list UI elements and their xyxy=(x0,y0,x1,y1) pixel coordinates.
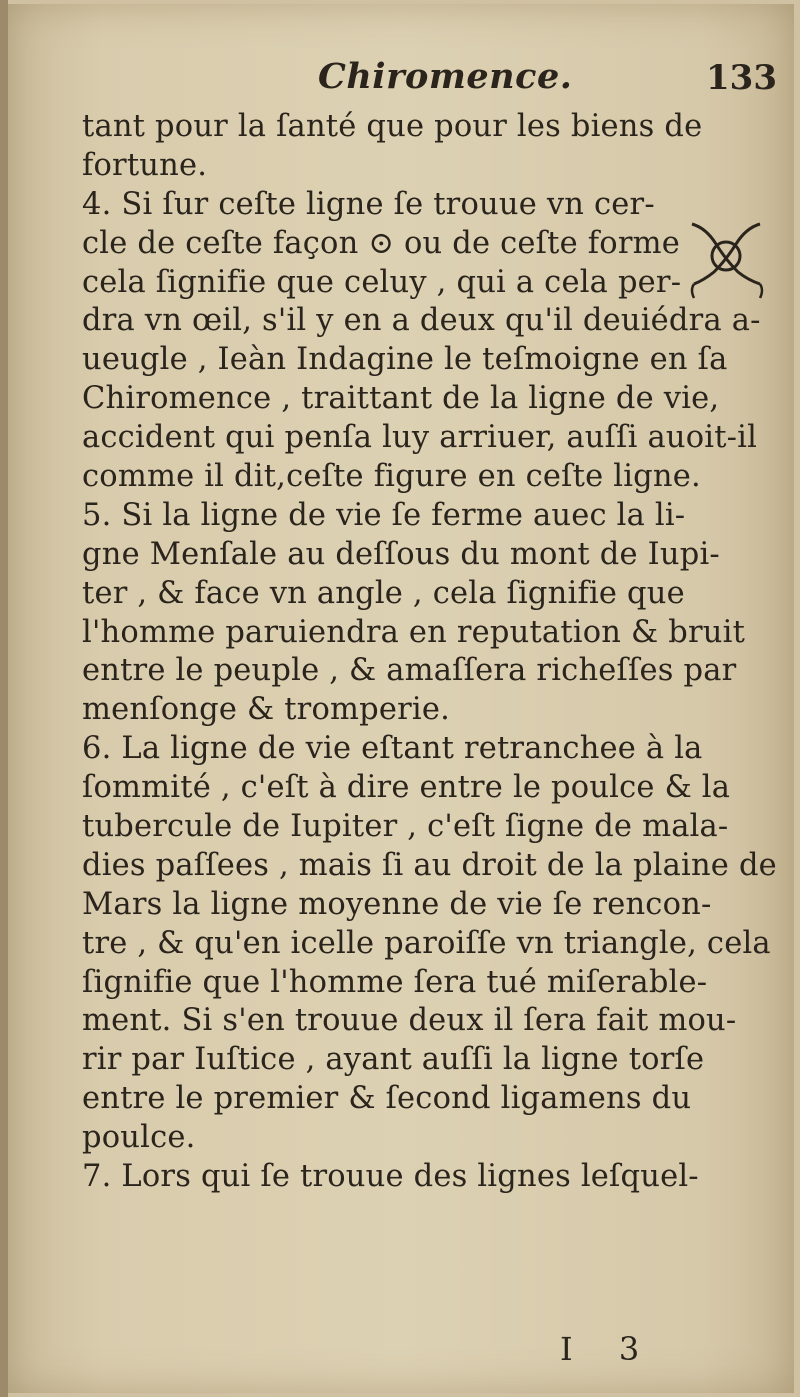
text-line: ſignifie que l'homme ſera tué miſerable- xyxy=(82,964,708,1000)
text-line: 4. Si ſur ceſte ligne ſe trouue vn cer- xyxy=(82,186,655,222)
page-header xyxy=(0,52,800,102)
text-line: Chiromence , traittant de la ligne de vie, xyxy=(82,381,720,417)
text-line: dies paſſees , mais ſi au droit de la plaine de xyxy=(82,847,777,883)
text-line: ueugle , Ieàn Indagine le teſmoigne en ſa xyxy=(82,342,728,378)
text-line: rir par Iuſtice , ayant auſſi la ligne torſe xyxy=(82,1042,705,1078)
text-line: comme il dit,ceſte figure en ceſte ligne. xyxy=(82,459,701,495)
text-line: entre le premier & ſecond ligamens du xyxy=(82,1081,692,1117)
signature-mark: I 3 xyxy=(560,1330,658,1368)
text-line: poulce. xyxy=(82,1120,196,1156)
text-line: tre , & qu'en icelle paroiſſe vn triangle, cela xyxy=(82,925,771,961)
text-line: cela ſignifie que celuy , qui a cela per- xyxy=(82,264,682,300)
text-line: ter , & face vn angle , cela ſignifie que xyxy=(82,575,685,611)
text-line: ment. Si s'en trouue deux il ſera fait mou- xyxy=(82,1003,737,1039)
text-line: cle de ceſte façon ⊙ ou de ceſte forme xyxy=(82,225,680,261)
text-line: 5. Si la ligne de vie ſe ferme auec la li- xyxy=(82,497,686,533)
text-line: entre le peuple , & amaſſera richeſſes par xyxy=(82,653,737,689)
text-line: 6. La ligne de vie eſtant retranchee à la xyxy=(82,731,703,767)
text-line: ſommité , c'eſt à dire entre le poulce & la xyxy=(82,770,731,806)
text-line: fortune. xyxy=(82,147,208,183)
text-line: tant pour la ſanté que pour les biens de xyxy=(82,109,703,144)
text-line: 7. Lors qui ſe trouue des lignes leſquel- xyxy=(82,1159,699,1195)
running-head: Chiromence. xyxy=(318,56,573,97)
text-line: gne Menſale au deſſous du mont de Iupi- xyxy=(82,536,720,572)
text-line: Mars la ligne moyenne de vie ſe rencon- xyxy=(82,886,712,922)
page-gutter xyxy=(0,0,8,1397)
text-line: l'homme paruiendra en reputation & bruit xyxy=(82,614,746,650)
page-number: 133 xyxy=(706,58,777,98)
text-line: tubercule de Iupiter , c'eſt ſigne de mala- xyxy=(82,809,729,845)
text-line: dra vn œil, s'il y en a deux qu'il deuiédra a- xyxy=(82,303,761,339)
crossed-circle-figure-icon xyxy=(686,210,766,306)
text-line: accident qui penſa luy arriuer, auſſi auoit-il xyxy=(82,420,758,456)
text-line: menſonge & tromperie. xyxy=(82,692,450,728)
body-text xyxy=(82,108,777,1197)
